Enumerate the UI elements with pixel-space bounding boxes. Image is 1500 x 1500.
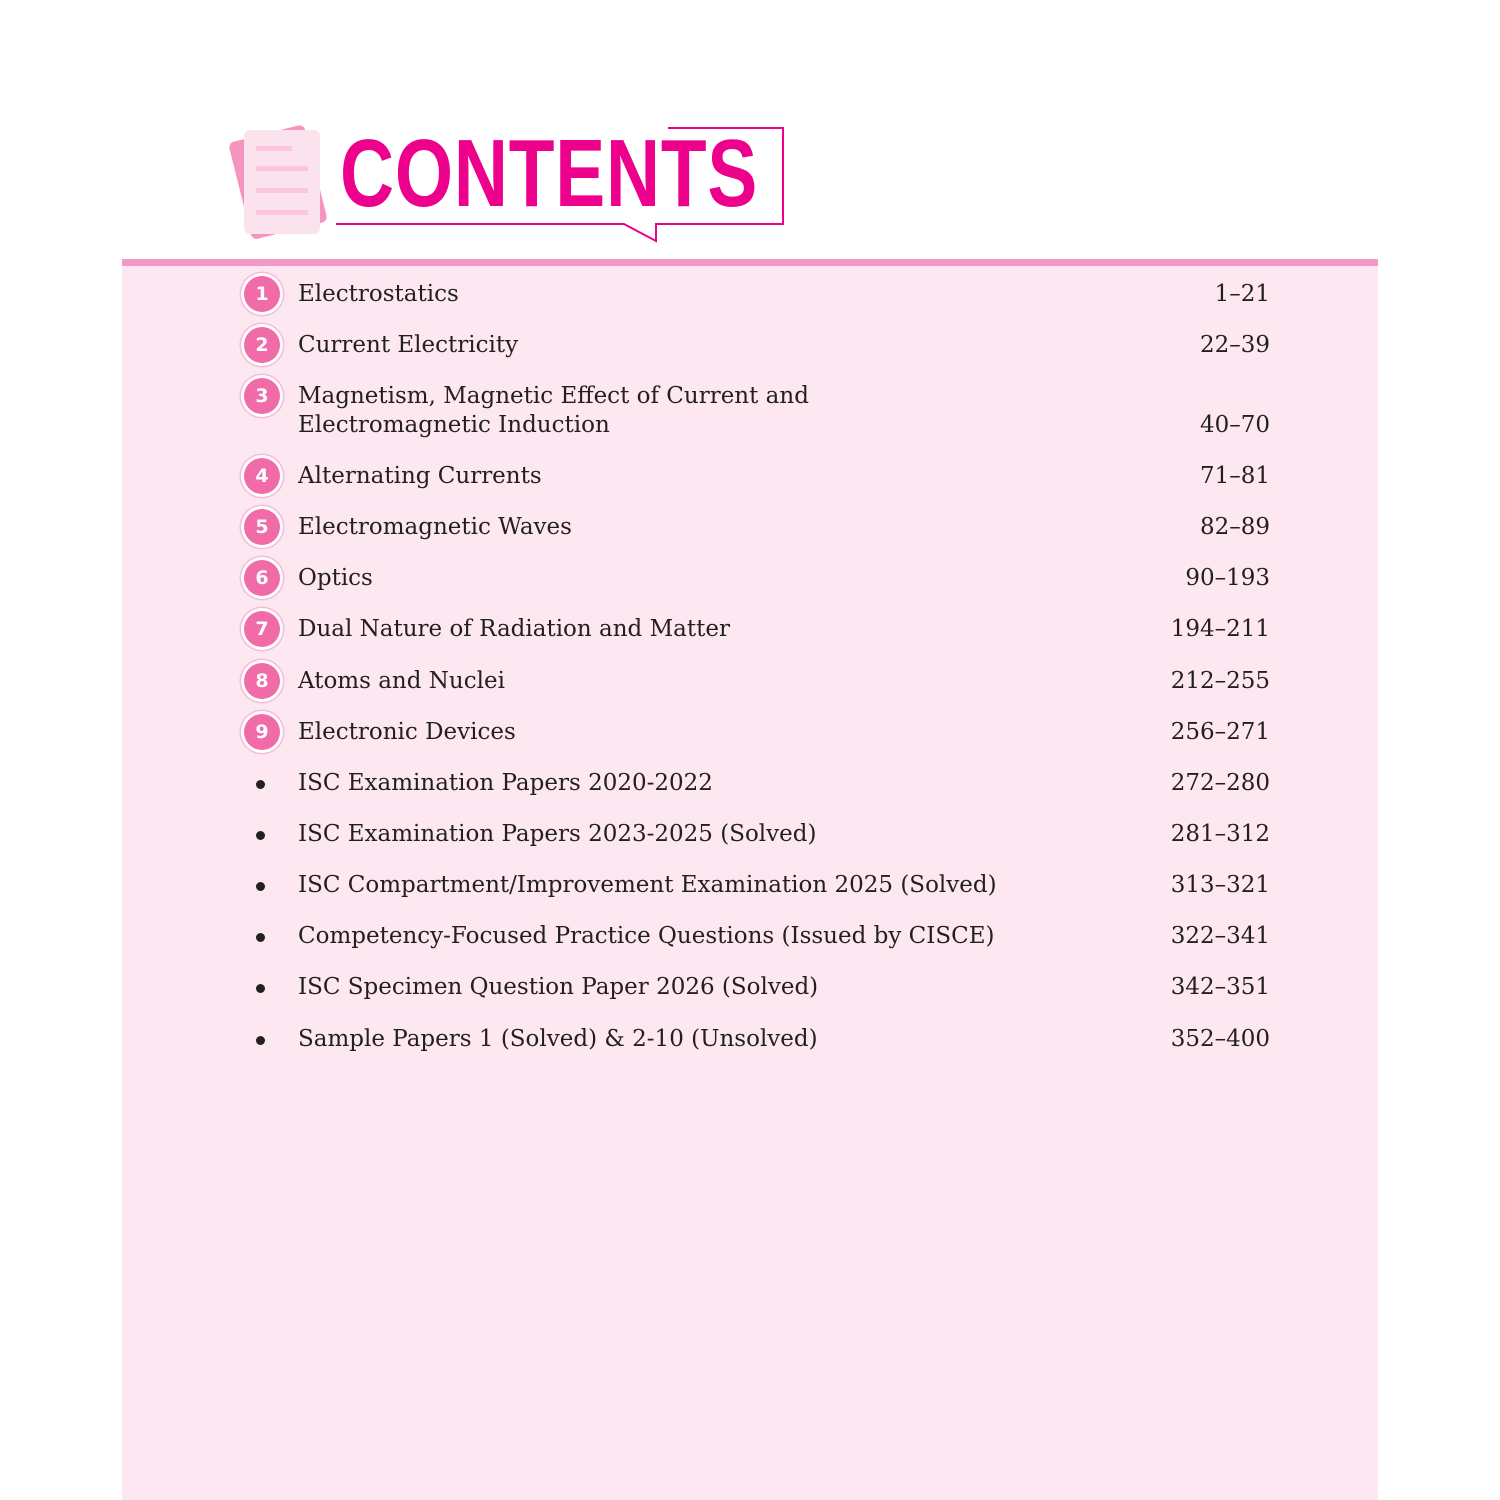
page-range: 40–70: [1199, 412, 1270, 438]
page-range: 71–81: [1199, 463, 1270, 489]
bullet-icon: [256, 780, 265, 789]
chapter-title: Current Electricity: [298, 332, 519, 358]
page-range: 352–400: [1170, 1026, 1270, 1052]
chapter-number-badge: 9: [244, 714, 280, 750]
chapter-number-badge: 6: [244, 560, 280, 596]
extra-title: ISC Examination Papers 2023-2025 (Solved): [298, 821, 817, 847]
page-range: 1–21: [1214, 281, 1270, 307]
chapter-title: Electromagnetic Waves: [298, 514, 572, 540]
chapter-title-line-2: Electromagnetic Induction: [298, 412, 610, 438]
chapter-number-badge: 8: [244, 663, 280, 699]
bullet-icon: [256, 984, 265, 993]
chapter-title: [298, 382, 809, 440]
chapter-number-badge: 4: [244, 458, 280, 494]
bullet-icon: [256, 882, 265, 891]
chapter-title: Electrostatics: [298, 281, 459, 307]
chapter-title: Optics: [298, 565, 373, 591]
page-range: 272–280: [1170, 770, 1270, 796]
extra-title: Competency-Focused Practice Questions (Issued by CISCE): [298, 923, 995, 949]
page-range: 342–351: [1170, 974, 1270, 1000]
extra-title: ISC Specimen Question Paper 2026 (Solved): [298, 974, 819, 1000]
page-range: 22–39: [1199, 332, 1270, 358]
page-range: 82–89: [1199, 514, 1270, 540]
extra-title: ISC Compartment/Improvement Examination 2025 (Solved): [298, 872, 997, 898]
page-range: 256–271: [1170, 719, 1270, 745]
chapter-title: Alternating Currents: [298, 463, 542, 489]
chapter-title: Electronic Devices: [298, 719, 516, 745]
chapter-title: Atoms and Nuclei: [298, 668, 505, 694]
page-title: CONTENTS: [340, 120, 759, 227]
extra-title: ISC Examination Papers 2020-2022: [298, 770, 713, 796]
bullet-icon: [256, 933, 265, 942]
contents-header: [228, 118, 798, 248]
page-range: 90–193: [1185, 565, 1270, 591]
extra-title: Sample Papers 1 (Solved) & 2-10 (Unsolved): [298, 1026, 818, 1052]
chapter-number-badge: 5: [244, 509, 280, 545]
page-range: 212–255: [1170, 668, 1270, 694]
page-range: 281–312: [1170, 821, 1270, 847]
chapter-number-badge: 7: [244, 611, 280, 647]
chapter-number-badge: 2: [244, 327, 280, 363]
page-range: 194–211: [1170, 616, 1270, 642]
chapter-title-line-1: Magnetism, Magnetic Effect of Current and: [298, 383, 809, 409]
chapter-number-badge: 3: [244, 378, 280, 414]
chapter-number-badge: 1: [244, 276, 280, 312]
bullet-icon: [256, 1036, 265, 1045]
bullet-icon: [256, 831, 265, 840]
page-range: 313–321: [1170, 872, 1270, 898]
chapter-title: Dual Nature of Radiation and Matter: [298, 616, 730, 642]
page-range: 322–341: [1170, 923, 1270, 949]
